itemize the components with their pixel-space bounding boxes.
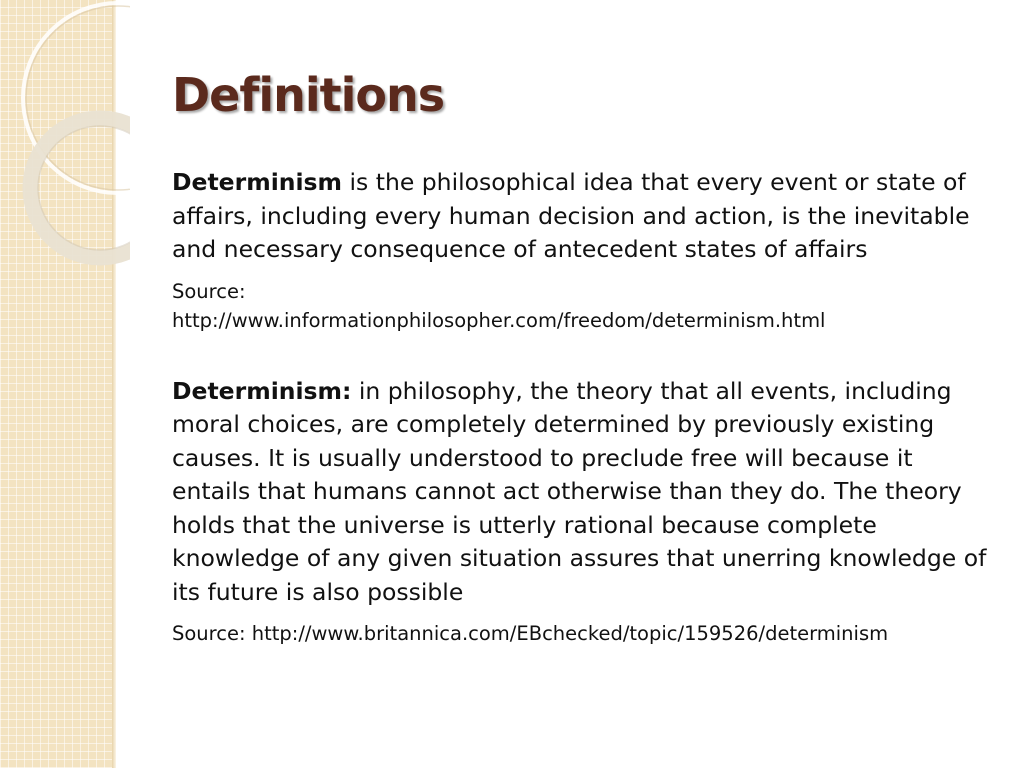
decorative-rings <box>0 0 130 300</box>
definition-1-source-label: Source: <box>172 279 246 303</box>
paragraph-gap <box>172 335 992 375</box>
definition-1 <box>172 166 992 267</box>
definition-2-source-label: Source: <box>172 622 246 645</box>
definition-1-text: is the philosophical idea that every event or state of affairs, including every human decision and action, is the inevitable and necessary consequence of antecedent states of affairs <box>172 168 970 263</box>
slide-title: Definitions <box>172 68 445 122</box>
definition-1-term: Determinism <box>172 168 343 196</box>
definition-1-source-url: http://www.informationphilosopher.com/freedom/determinism.html <box>172 308 826 332</box>
slide-body <box>172 166 992 648</box>
definition-2 <box>172 375 992 610</box>
definition-1-source <box>172 277 992 335</box>
decorative-ring-small <box>30 118 130 258</box>
definition-2-source <box>172 619 992 648</box>
definition-2-term: Determinism: <box>172 376 352 405</box>
definition-2-source-url: http://www.britannica.com/EBchecked/topic/159526/determinism <box>251 622 889 645</box>
definition-2-text: in philosophy, the theory that all events, including moral choices, are completely determined by previously existing causes. It is usually understood to preclude free will because it entails that humans cannot act otherwise than they do. The theory holds that the universe is utterly rational because complete knowledge of any given situation assures that unerring knowledge of its future is also possible <box>172 376 987 606</box>
